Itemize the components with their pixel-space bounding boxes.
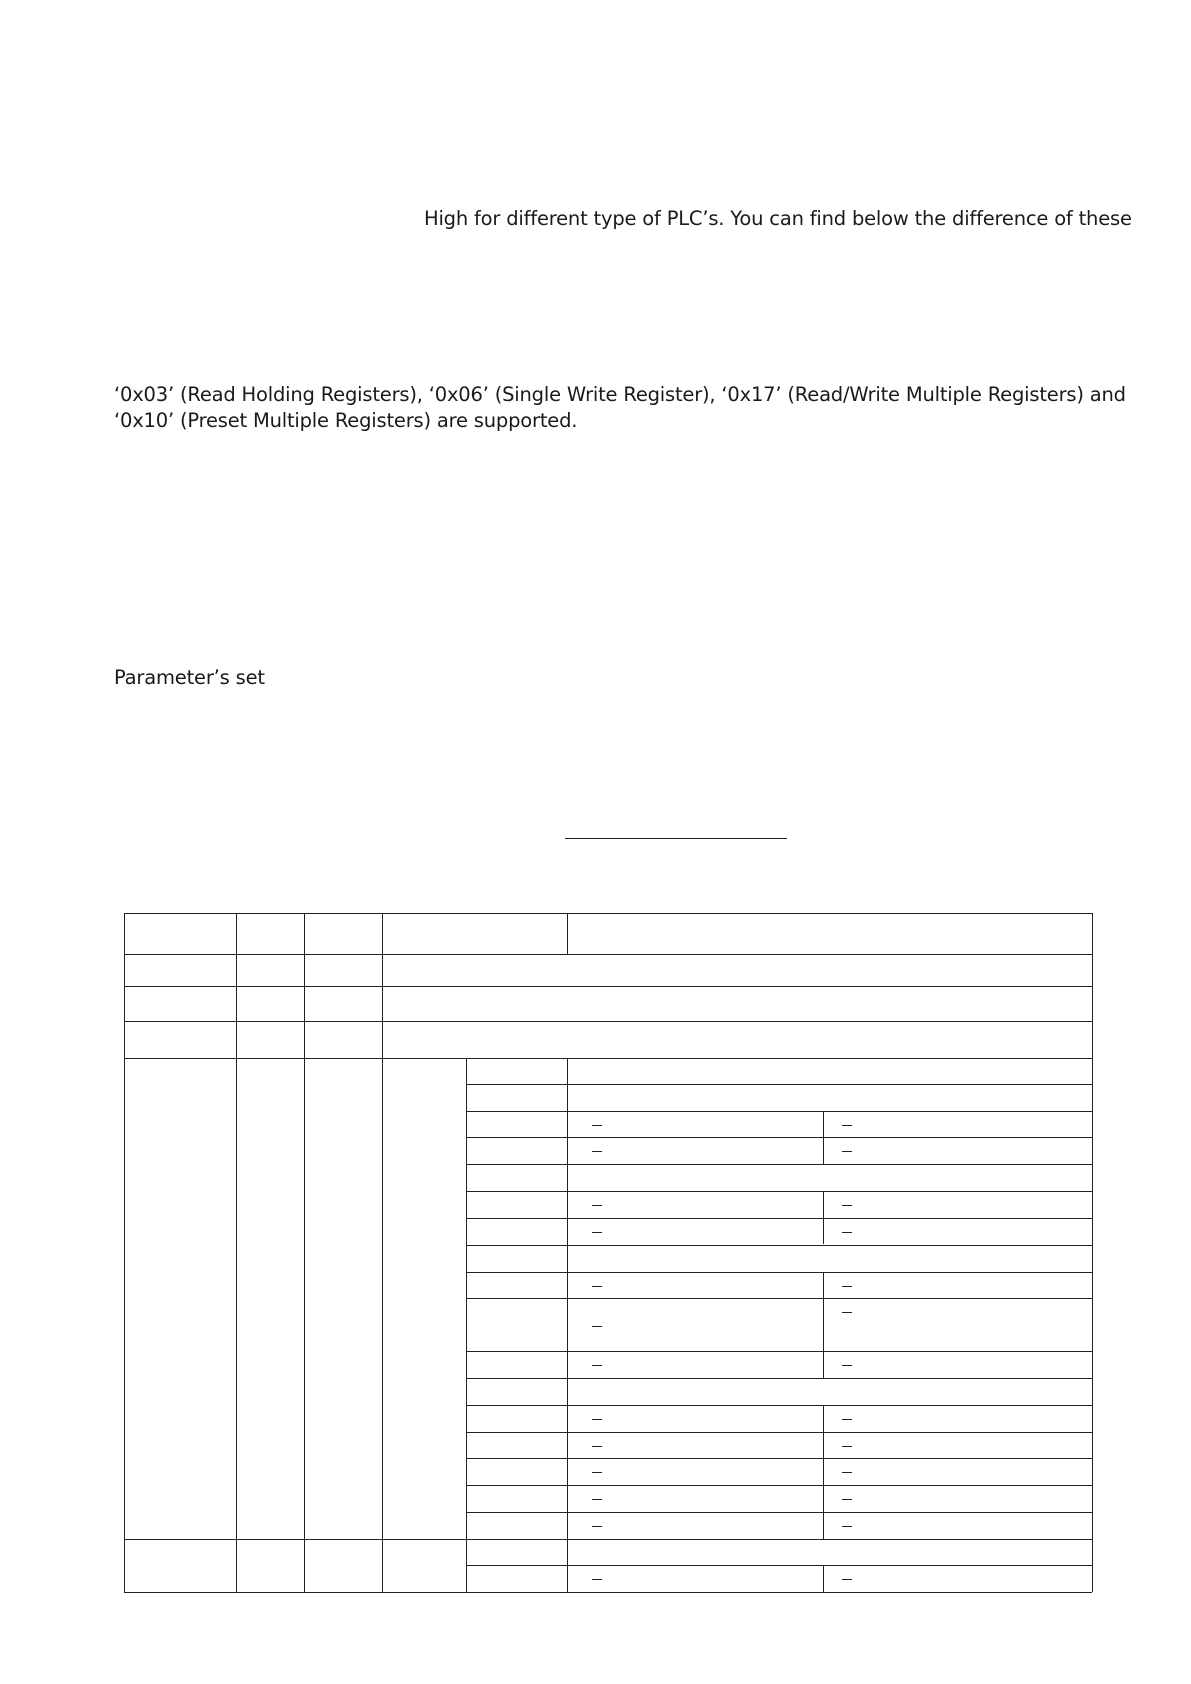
dash-mark — [592, 1286, 602, 1287]
dash-mark — [592, 1232, 602, 1233]
dash-mark — [842, 1446, 852, 1447]
table-rule — [466, 1164, 1092, 1165]
dash-mark — [842, 1205, 852, 1206]
table-rule — [466, 1565, 1092, 1566]
dash-mark — [592, 1326, 602, 1327]
table-rule — [124, 1539, 1092, 1540]
table-rule — [466, 1058, 467, 1592]
table-rule — [823, 1111, 824, 1164]
table-rule — [304, 913, 305, 1592]
dash-mark — [592, 1205, 602, 1206]
table-rule — [466, 1458, 1092, 1459]
table-rule — [382, 913, 383, 1592]
table-rule — [823, 1565, 824, 1592]
dash-mark — [842, 1419, 852, 1420]
table-rule — [567, 1058, 568, 1592]
table-rule — [466, 1512, 1092, 1513]
dash-mark — [842, 1526, 852, 1527]
dash-mark — [592, 1499, 602, 1500]
dash-mark — [592, 1472, 602, 1473]
table-rule — [466, 1084, 1092, 1085]
table-rule — [124, 913, 125, 1592]
dash-mark — [842, 1472, 852, 1473]
parameters-heading: Parameter’s set — [114, 666, 265, 689]
table-rule — [236, 913, 237, 1592]
table-rule — [466, 1137, 1092, 1138]
table-rule — [466, 1405, 1092, 1406]
dash-mark — [592, 1446, 602, 1447]
dash-mark — [592, 1526, 602, 1527]
table-rule — [567, 913, 568, 954]
table-rule — [466, 1191, 1092, 1192]
table-rule — [1092, 913, 1093, 1592]
function-codes-line-1: ‘0x03’ (Read Holding Registers), ‘0x06’ (Single Write Register), ‘0x17’ (Read/Write Multiple Registers) and — [114, 383, 1126, 406]
table-rule — [823, 1191, 824, 1244]
table-rule — [466, 1432, 1092, 1433]
table-rule — [124, 1021, 1092, 1022]
dash-mark — [842, 1232, 852, 1233]
function-codes-line-2: ‘0x10’ (Preset Multiple Registers) are supported. — [114, 409, 578, 432]
dash-mark — [842, 1286, 852, 1287]
dash-mark — [592, 1419, 602, 1420]
table-rule — [466, 1298, 1092, 1299]
dash-mark — [842, 1365, 852, 1366]
dash-mark — [592, 1579, 602, 1580]
dash-mark — [842, 1312, 852, 1313]
dash-mark — [842, 1151, 852, 1152]
dash-mark — [842, 1579, 852, 1580]
table-rule — [466, 1485, 1092, 1486]
table-rule — [466, 1111, 1092, 1112]
table-rule — [124, 954, 1092, 955]
plc-difference-line: High for different type of PLC’s. You can find below the difference of these — [424, 207, 1132, 230]
dash-mark — [842, 1499, 852, 1500]
dash-mark — [592, 1365, 602, 1366]
table-rule — [124, 986, 1092, 987]
table-rule — [466, 1218, 1092, 1219]
dash-mark — [592, 1151, 602, 1152]
table-rule — [466, 1272, 1092, 1273]
table-rule — [823, 1405, 824, 1539]
table-rule — [124, 1592, 1092, 1593]
dash-mark — [842, 1125, 852, 1126]
dash-mark — [592, 1125, 602, 1126]
table-rule — [466, 1378, 1092, 1379]
table-rule — [823, 1272, 824, 1378]
table-rule — [124, 913, 1092, 914]
table-rule — [124, 1058, 1092, 1059]
table-rule — [466, 1351, 1092, 1352]
table-rule — [466, 1245, 1092, 1246]
